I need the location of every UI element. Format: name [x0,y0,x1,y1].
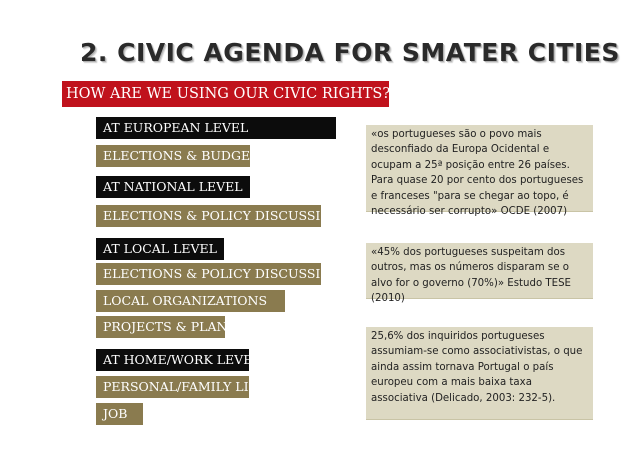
quote-ocde: «os portugueses são o povo mais desconfiado da Europa Ocidental e ocupam a 25ª posição entre 26 países. Para quase 20 por cento dos portugueses e franceses "para se chegar ao topo, é necessário ser corrupto» OCDE (2007) [366,125,593,212]
quote-tese: «45% dos portugueses suspeitam dos outros, mas os números disparam se o alvo for o governo (70%)» Estudo TESE (2010) [366,243,593,299]
projects-plans-label: PROJECTS & PLANS [96,316,225,338]
job-label: JOB [96,403,143,425]
quote-delicado: 25,6% dos inquiridos portugueses assumiam-se como associativistas, o que ainda assim tornava Portugal o país europeu com a mais baixa taxa associativa (Delicado, 2003: 232-5). [366,327,593,420]
european-level-label: AT EUROPEAN LEVEL [96,117,336,139]
elections-budget-label: ELECTIONS & BUDGET [96,145,250,167]
local-organizations-label: LOCAL ORGANIZATIONS [96,290,285,312]
elections-policy-label: ELECTIONS & POLICY DISCUSSIONS [96,205,321,227]
local-elections-policy-label: ELECTIONS & POLICY DISCUSSIONS [96,263,321,285]
subtitle-banner: HOW ARE WE USING OUR CIVIC RIGHTS? [62,81,389,107]
home-work-level-label: AT HOME/WORK LEVEL [96,349,249,371]
page-title: 2. CIVIC AGENDA FOR SMATER CITIES [80,38,620,67]
local-level-label: AT LOCAL LEVEL [96,238,224,260]
personal-family-label: PERSONAL/FAMILY LIFE [96,376,249,398]
national-level-label: AT NATIONAL LEVEL [96,176,250,198]
